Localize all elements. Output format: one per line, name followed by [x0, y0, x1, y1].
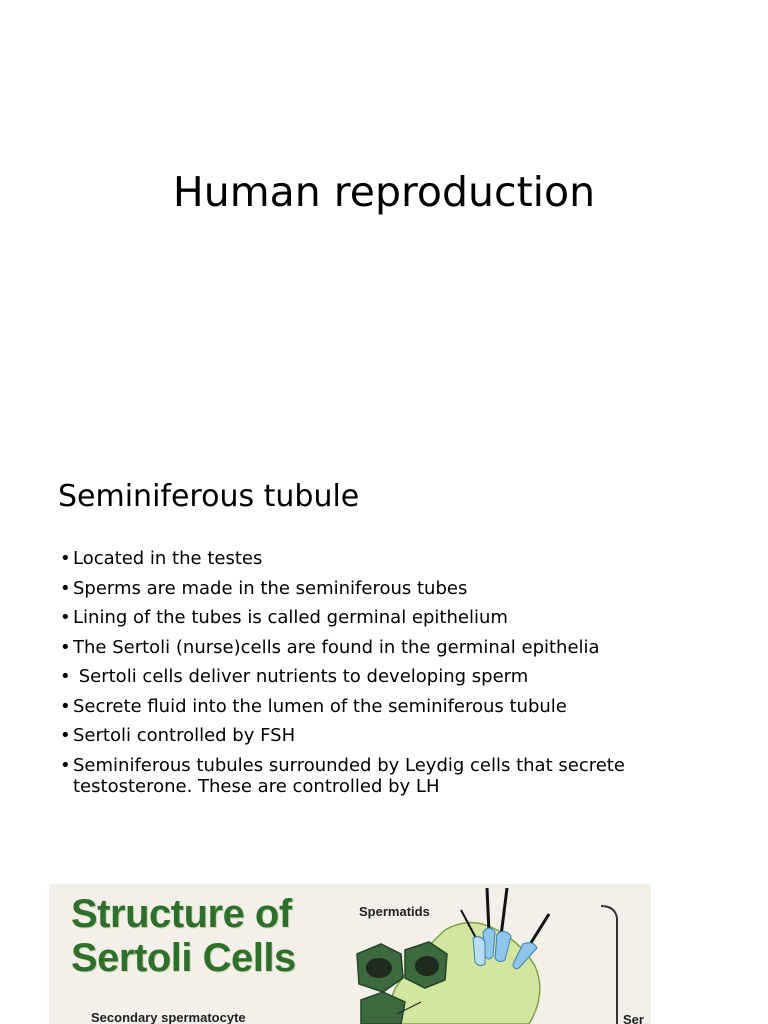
cell-nucleus: [415, 956, 439, 976]
bullet-icon: •: [60, 607, 71, 628]
bullet-icon: •: [60, 636, 71, 658]
list-item: • Seminiferous tubules surrounded by Leydig cells that secrete testosterone. These are controlled by LH: [60, 754, 625, 797]
spermatid-tail: [487, 888, 489, 932]
label-spermatids: Spermatids: [359, 904, 430, 919]
spermatid-tail: [529, 914, 549, 946]
bullet-icon: •: [60, 695, 71, 717]
slide-title: Human reproduction: [172, 168, 596, 216]
bracket-line: [601, 906, 617, 1024]
list-item: • Secrete fluid into the lumen of the seminiferous tubule: [60, 695, 567, 717]
section-heading: Seminiferous tubule: [58, 479, 360, 514]
list-item: • Sertoli controlled by FSH: [60, 725, 296, 746]
bullet-icon: •: [60, 666, 71, 687]
sertoli-diagram: [49, 884, 651, 1024]
list-item: • Sertoli cells deliver nutrients to developing sperm: [60, 666, 529, 687]
bullet-icon: •: [60, 577, 71, 599]
list-item: • The Sertoli (nurse)cells are found in the germinal epithelia: [60, 636, 600, 658]
diagram-title: Structure of Sertoli Cells: [71, 892, 296, 980]
spermatid-tail: [501, 888, 507, 936]
cell-nucleus: [366, 958, 392, 978]
spermatid-head: [473, 937, 485, 966]
label-secondary-spermatocyte: Secondary spermatocyte: [91, 1010, 246, 1024]
bullet-list: [60, 548, 700, 805]
bullet-icon: •: [60, 725, 71, 746]
bullet-icon: •: [60, 754, 71, 776]
bullet-icon: •: [60, 548, 71, 569]
list-item: • Lining of the tubes is called germinal epithelium: [60, 607, 508, 628]
list-item: • Located in the testes: [60, 548, 263, 569]
list-item: • Sperms are made in the seminiferous tubes: [60, 577, 468, 599]
label-partial: Ser: [623, 1012, 644, 1024]
